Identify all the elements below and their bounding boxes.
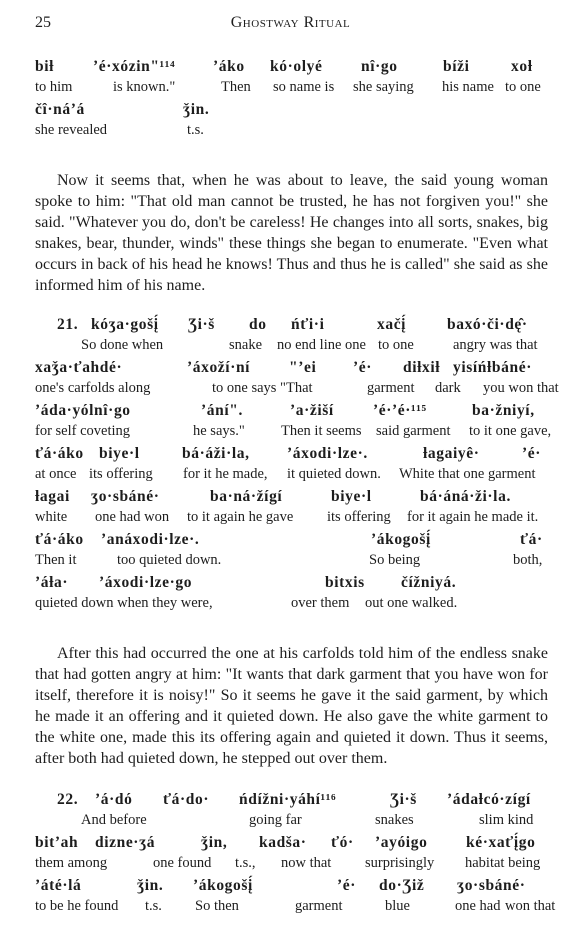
gloss-word: to one bbox=[378, 337, 414, 353]
native-word: ńťi·i bbox=[291, 316, 325, 333]
native-word: ǯin. bbox=[137, 877, 164, 894]
native-word: Ʒi·š bbox=[390, 791, 417, 808]
gloss-word: snakes bbox=[375, 812, 414, 828]
native-word: bá·áži·la, bbox=[182, 445, 250, 462]
native-word: ʼáxoží·ní bbox=[187, 359, 251, 376]
native-word: "ʼei bbox=[289, 359, 317, 376]
gloss-word: to one bbox=[505, 79, 541, 95]
gloss-word: she revealed bbox=[35, 122, 108, 138]
native-word: ʼé· bbox=[522, 445, 542, 462]
interlinear-block-22 bbox=[35, 791, 556, 920]
interlinear-native-line bbox=[35, 531, 548, 552]
page-header bbox=[35, 14, 546, 36]
native-word: kó·olyé bbox=[270, 58, 323, 75]
translation-paragraph: Now it seems that, when he was about to leave, the said young woman spoke to him: "That old man cannot be trusted, he has not forgiven you!" she said. "Whatever you do, don't be careless! He changes into all sorts, snakes, big snakes, bear, thunder, winds" these things she began to enumerate. "Even what occurs in back of his head he knows! Thus and thus he is called" she said as she informed him of his name. bbox=[35, 172, 548, 294]
gloss-word: t.s. bbox=[145, 898, 162, 914]
gloss-word: one found bbox=[153, 855, 212, 871]
gloss-word: is known." bbox=[113, 79, 176, 95]
native-word: ʼáda·yólnî·go bbox=[35, 402, 131, 419]
gloss-word: so name is bbox=[273, 79, 335, 95]
interlinear-gloss-line bbox=[35, 466, 548, 488]
verse-number: 22. bbox=[57, 791, 79, 808]
interlinear-block-21 bbox=[35, 316, 559, 617]
native-word: ʼádaƚcó·zígí bbox=[447, 791, 531, 808]
native-word: ʼé·ʼé·¹¹⁵ bbox=[373, 402, 427, 419]
native-word: ʼá·dó bbox=[95, 791, 133, 808]
native-word: bitʼah bbox=[35, 834, 79, 851]
verse-number: 21. bbox=[57, 316, 79, 333]
interlinear-block-intro bbox=[35, 58, 548, 144]
native-word: ťá· bbox=[520, 531, 543, 548]
gloss-word: quieted down when they were, bbox=[35, 595, 213, 611]
native-word: ʼayóigo bbox=[375, 834, 428, 851]
gloss-word: she saying bbox=[353, 79, 414, 95]
interlinear-gloss-line bbox=[35, 898, 556, 920]
native-word: ťá·áko bbox=[35, 445, 84, 462]
gloss-word: habitat being bbox=[465, 855, 541, 871]
gloss-word: garment bbox=[367, 380, 415, 396]
gloss-word: to it again he gave bbox=[187, 509, 294, 525]
gloss-word: now that bbox=[281, 855, 332, 871]
interlinear-native-line bbox=[35, 791, 548, 812]
native-word: ba·ná·žígí bbox=[210, 488, 283, 505]
native-word: ʼáko bbox=[213, 58, 245, 75]
native-word: čížniyá. bbox=[401, 574, 457, 591]
native-word: bá·áná·ži·la. bbox=[420, 488, 511, 505]
interlinear-gloss-line bbox=[35, 423, 552, 445]
native-word: xaǯa·ťahdé· bbox=[35, 359, 123, 376]
gloss-word: at once bbox=[35, 466, 77, 482]
gloss-word: one's carfolds along bbox=[35, 380, 151, 396]
running-title: Ghostway Ritual bbox=[230, 14, 351, 31]
gloss-word: Then bbox=[221, 79, 251, 95]
native-word: ʼáxodi·lze·. bbox=[287, 445, 368, 462]
native-word: ʼání". bbox=[201, 402, 243, 419]
native-word: diƚxiƚ bbox=[403, 359, 441, 376]
native-word: ƚagaiyê· bbox=[423, 445, 480, 462]
native-word: do bbox=[249, 316, 267, 333]
native-word: yisíńƚbáné· bbox=[453, 359, 532, 376]
native-word: nî·go bbox=[361, 58, 398, 75]
gloss-word: over them bbox=[291, 595, 350, 611]
gloss-word: both, bbox=[513, 552, 543, 568]
page-number: 25 bbox=[35, 14, 51, 31]
native-word: ʼáté·lá bbox=[35, 877, 82, 894]
native-word: ʼé·xózin"¹¹⁴ bbox=[93, 58, 176, 75]
native-word: xoƚ bbox=[511, 58, 533, 75]
gloss-word: dark bbox=[435, 380, 461, 396]
native-word: ʼé· bbox=[337, 877, 357, 894]
native-word: kóʒa·gošį́ bbox=[91, 316, 159, 333]
native-word: ʼáƚa· bbox=[35, 574, 69, 591]
gloss-word: out one walked. bbox=[365, 595, 458, 611]
native-word: biye·l bbox=[331, 488, 372, 505]
gloss-word: his name bbox=[442, 79, 494, 95]
native-word: baxó·či·dę̂· bbox=[447, 316, 528, 333]
gloss-word: garment bbox=[295, 898, 343, 914]
gloss-word: too quieted down. bbox=[117, 552, 222, 568]
gloss-word: to be he found bbox=[35, 898, 119, 914]
gloss-word: its offering bbox=[327, 509, 391, 525]
gloss-word: one had won bbox=[95, 509, 170, 525]
gloss-word: angry was that bbox=[453, 337, 538, 353]
gloss-word: t.s. bbox=[187, 122, 204, 138]
gloss-word: t.s., bbox=[235, 855, 256, 871]
interlinear-native-line bbox=[35, 359, 548, 380]
gloss-word: won that bbox=[505, 898, 556, 914]
gloss-word: for self coveting bbox=[35, 423, 131, 439]
native-word: Ʒi·š bbox=[188, 316, 215, 333]
native-word: ʼa·žiší bbox=[290, 402, 334, 419]
gloss-word: for it he made, bbox=[183, 466, 268, 482]
native-word: bitxis bbox=[325, 574, 365, 591]
interlinear-gloss-line bbox=[35, 552, 548, 574]
interlinear-gloss-line bbox=[35, 595, 548, 617]
native-word: do·Ʒiž bbox=[379, 877, 425, 894]
gloss-word: snake bbox=[229, 337, 263, 353]
interlinear-gloss-line bbox=[35, 122, 548, 144]
interlinear-gloss-line bbox=[35, 380, 559, 402]
native-word: ba·žniyí, bbox=[472, 402, 535, 419]
gloss-word: Then it seems bbox=[281, 423, 362, 439]
interlinear-native-line bbox=[35, 101, 548, 122]
interlinear-native-line bbox=[35, 834, 548, 855]
gloss-word: it quieted down. bbox=[287, 466, 381, 482]
gloss-word: its offering bbox=[89, 466, 153, 482]
gloss-word: no end line one bbox=[277, 337, 366, 353]
gloss-word: So being bbox=[369, 552, 421, 568]
gloss-word: said garment bbox=[376, 423, 451, 439]
native-word: dizne·ʒá bbox=[95, 834, 156, 851]
interlinear-gloss-line bbox=[35, 509, 548, 531]
interlinear-native-line bbox=[35, 58, 548, 79]
native-word: ʼanáxodi·lze·. bbox=[101, 531, 200, 548]
translation-paragraph: After this had occurred the one at his carfolds told him of the endless snake that had gotten angry at him: "It wants that dark garment that you have won for itself, therefore it is noisy!" So it seems he gave it the said garment, by which he made it an offering and it quieted down. He also gave the white garment to the white one, made this its offering again and quieted it down. Thus it seems, after both had quieted down, he stepped out over them. bbox=[35, 645, 548, 767]
interlinear-gloss-line bbox=[35, 79, 548, 101]
native-word: ké·xaťį́go bbox=[466, 834, 536, 851]
gloss-word: And before bbox=[81, 812, 147, 828]
gloss-word: Then it bbox=[35, 552, 77, 568]
native-word: biƚ bbox=[35, 58, 55, 75]
native-word: ƚagai bbox=[35, 488, 70, 505]
interlinear-native-line bbox=[35, 316, 548, 337]
gloss-word: to it one gave, bbox=[469, 423, 552, 439]
gloss-word: them among bbox=[35, 855, 108, 871]
interlinear-native-line bbox=[35, 574, 548, 595]
native-word: ńdížni·yáhí¹¹⁶ bbox=[239, 791, 337, 808]
gloss-word: one had bbox=[455, 898, 501, 914]
gloss-word: to one says "That bbox=[212, 380, 313, 396]
gloss-word: So then bbox=[195, 898, 239, 914]
gloss-word: White that one garment bbox=[399, 466, 536, 482]
native-word: bíži bbox=[443, 58, 470, 75]
interlinear-gloss-line bbox=[35, 855, 548, 877]
gloss-word: going far bbox=[249, 812, 302, 828]
native-word: ǯin, bbox=[201, 834, 228, 851]
gloss-word: slim kind bbox=[479, 812, 534, 828]
gloss-word: for it again he made it. bbox=[407, 509, 539, 525]
native-word: ǯin. bbox=[183, 101, 210, 118]
gloss-word: he says." bbox=[193, 423, 245, 439]
gloss-word: surprisingly bbox=[365, 855, 435, 871]
native-word: ťó· bbox=[331, 834, 354, 851]
interlinear-native-line bbox=[35, 488, 548, 509]
gloss-word: to him bbox=[35, 79, 73, 95]
native-word: kadša· bbox=[259, 834, 307, 851]
native-word: xačį́ bbox=[377, 316, 407, 333]
interlinear-native-line bbox=[35, 877, 548, 898]
native-word: ťá·áko bbox=[35, 531, 84, 548]
gloss-word: So done when bbox=[81, 337, 164, 353]
gloss-word: white bbox=[35, 509, 68, 525]
native-word: ʼé· bbox=[353, 359, 373, 376]
native-word: ʼákogošį́ bbox=[193, 877, 253, 894]
native-word: ťá·do· bbox=[163, 791, 210, 808]
interlinear-gloss-line bbox=[35, 337, 548, 359]
native-word: ʼákogošį́ bbox=[371, 531, 431, 548]
native-word: ʒo·sbáné· bbox=[457, 877, 526, 894]
interlinear-gloss-line bbox=[35, 812, 548, 834]
interlinear-native-line bbox=[35, 402, 548, 423]
native-word: čî·náʼá bbox=[35, 101, 85, 118]
gloss-word: you won that bbox=[483, 380, 559, 396]
native-word: ʼáxodi·lze·go bbox=[99, 574, 193, 591]
interlinear-native-line bbox=[35, 445, 548, 466]
native-word: ʒo·sbáné· bbox=[91, 488, 160, 505]
native-word: biye·l bbox=[99, 445, 140, 462]
page-body bbox=[35, 58, 559, 920]
gloss-word: blue bbox=[385, 898, 410, 914]
